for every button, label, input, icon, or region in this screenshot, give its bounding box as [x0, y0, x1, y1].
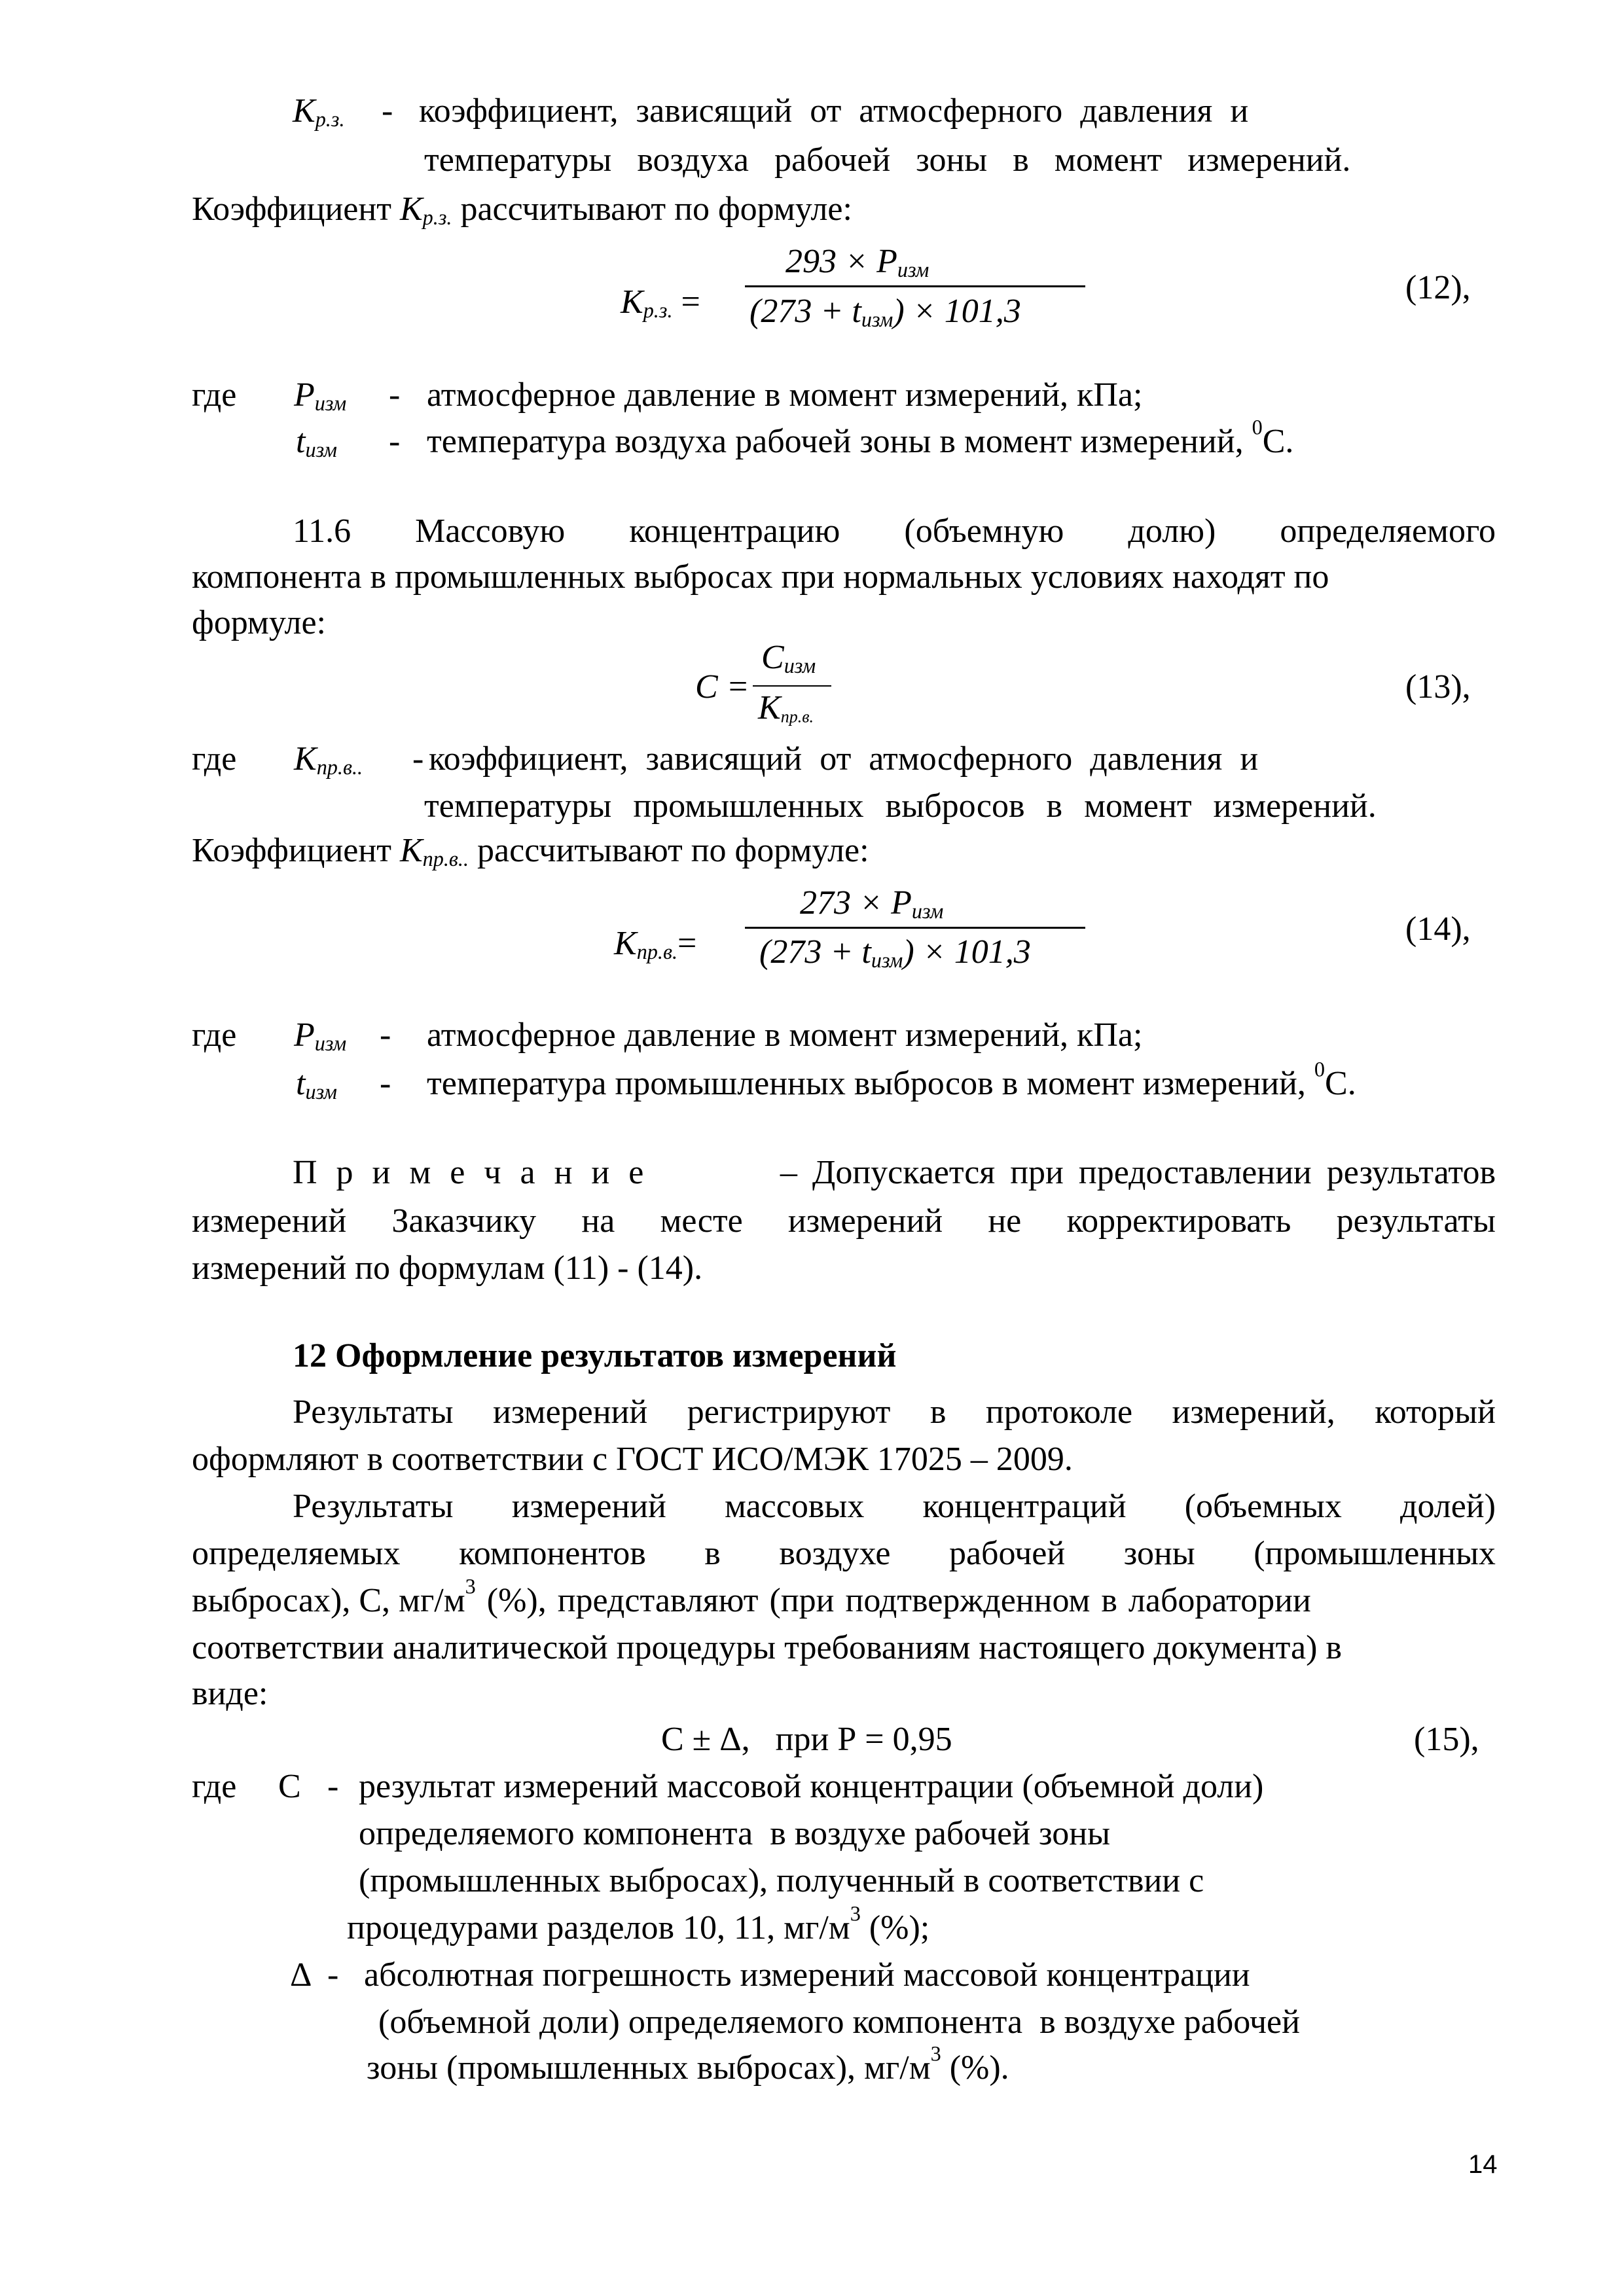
section12-p2-line1 — [293, 1487, 1496, 1526]
formula12-lhs-sub: р.з. — [643, 298, 673, 323]
formula14-lhs — [614, 924, 696, 963]
s116-w5: определяемого — [1280, 512, 1496, 550]
s12p2l3-sup: 3 — [465, 1574, 476, 1598]
formula14-numerator — [800, 884, 943, 922]
where3-c-line4-sup: 3 — [850, 1901, 861, 1926]
section12-p1-line2: оформляют в соответствии с ГОСТ ИСО/МЭК 17025 – 2009. — [192, 1441, 1073, 1478]
where2-t-symbol — [296, 1064, 337, 1103]
where3-c-line4-a: процедурами разделов 10, 11, мг/м — [347, 1909, 850, 1946]
formula13-number: (13), — [1405, 668, 1471, 706]
where1-p-sub: изм — [314, 391, 347, 416]
where3-delta-line3-b: (%). — [941, 2049, 1009, 2087]
section12-p1-line1 — [293, 1393, 1496, 1431]
formula12-den-text-b: ) × 101,3 — [893, 293, 1021, 330]
s12p2l2-w4: рабочей — [948, 1535, 1066, 1572]
where1-t-degree: 0 — [1252, 415, 1263, 439]
where3-delta-line3-a: зоны (промышленных выбросах), мг/м — [367, 2049, 931, 2087]
formula12-denominator — [749, 292, 1021, 331]
where2-gde: где — [192, 1016, 237, 1054]
where3-c-line1: результат измерений массовой концентрации (объемной доли) — [359, 1768, 1264, 1805]
where3-c-dash: - — [327, 1768, 339, 1805]
s12p2-w5: долей) — [1399, 1488, 1496, 1525]
note-w7: результаты — [1336, 1202, 1496, 1240]
s116-w0: 11.6 — [293, 512, 352, 550]
note-line1-rest: – Допускается при предоставлении результатов — [780, 1154, 1496, 1191]
s12p2-w3: концентраций — [922, 1488, 1127, 1525]
note-w1: Заказчику — [391, 1202, 537, 1240]
formula12-number: (12), — [1405, 269, 1471, 306]
formula13-lhs: C = — [695, 668, 749, 706]
note-w3: месте — [660, 1202, 743, 1240]
k-prv-desc-line1: коэффициент, зависящий от атмосферного давления и — [429, 740, 1259, 778]
formula12-num-sub: изм — [897, 258, 929, 282]
k-rz-desc-line2: температуры воздуха рабочей зоны в момент измерений. — [424, 141, 1351, 179]
s12p1-w3: в — [929, 1393, 947, 1431]
formula12-lhs-letter: K — [621, 283, 643, 321]
formula14-den-text-b: ) × 101,3 — [903, 933, 1031, 971]
k-rz-symbol-letter: K — [293, 92, 316, 130]
k-prv-calc-letter: K — [399, 832, 423, 869]
formula13-den-sub: пр.в. — [780, 707, 814, 726]
k-rz-calc-sub: р.з. — [422, 206, 452, 230]
k-rz-calc-line — [192, 190, 852, 228]
where1-gde: где — [192, 376, 237, 414]
where3-delta-dash: - — [327, 1956, 339, 1994]
where2-t-degree: 0 — [1314, 1057, 1326, 1081]
s12p2-w4: (объемных — [1184, 1488, 1342, 1525]
s12p2l2-w0: определяемых — [192, 1535, 401, 1572]
formula14-lhs-sub: пр.в. — [636, 940, 678, 964]
where1-t-sub: изм — [305, 438, 337, 462]
formula14-denominator — [759, 933, 1031, 971]
s12p2l2-w2: в — [704, 1535, 721, 1572]
k-rz-dash: - — [382, 92, 393, 130]
section11-6-line2: компонента в промышленных выбросах при нормальных условиях находят по — [192, 558, 1329, 596]
where1-t-symbol — [296, 422, 337, 461]
formula13-num-sub: изм — [784, 654, 816, 678]
s12p2-w1: измерений — [511, 1488, 666, 1525]
where2-p-sub: изм — [314, 1031, 347, 1056]
k-prv-gde: где — [192, 740, 237, 778]
k-rz-calc-letter: K — [399, 190, 423, 228]
k-prv-calc-prefix: Коэффициент — [192, 832, 391, 869]
note-w4: измерений — [787, 1202, 943, 1240]
k-prv-sub: пр.в.. — [316, 755, 363, 780]
where2-t-letter: t — [296, 1065, 306, 1102]
s12p1-w0: Результаты — [293, 1393, 454, 1431]
section12-heading: 12 Оформление результатов измерений — [293, 1337, 897, 1374]
s12p1-w2: регистрируют — [687, 1393, 891, 1431]
k-rz-symbol — [293, 92, 345, 130]
k-prv-calc-symbol — [400, 832, 469, 869]
section12-p2-line2 — [192, 1534, 1496, 1573]
s116-w4: долю) — [1128, 512, 1216, 550]
formula12-numerator — [785, 242, 929, 281]
where2-t-desc — [427, 1057, 1356, 1103]
k-prv-calc-suffix: рассчитывают по формуле: — [477, 832, 869, 869]
where3-delta-line3-sup: 3 — [930, 2041, 941, 2066]
where1-t-unit: С. — [1262, 423, 1294, 460]
s116-w3: (объемную — [904, 512, 1064, 550]
where1-t-dash: - — [389, 423, 401, 460]
page-number: 14 — [1468, 2150, 1498, 2179]
where1-t-desc-text: температура воздуха рабочей зоны в момент измерений, — [427, 423, 1252, 460]
where1-p-symbol — [294, 376, 346, 414]
formula15-expr: С ± Δ, при Р = 0,95 — [661, 1721, 952, 1758]
section12-p2-line4: соответствии аналитической процедуры требованиям настоящего документа) в — [192, 1629, 1342, 1666]
k-prv-desc-line2: температуры промышленных выбросов в момент измерений. — [424, 787, 1377, 825]
s12p2-w2: массовых — [725, 1488, 865, 1525]
s12p1-w6: который — [1375, 1393, 1496, 1431]
where2-t-sub: изм — [305, 1080, 337, 1104]
where3-delta-line2: (объемной доли) определяемого компонента в воздухе рабочей — [378, 2003, 1300, 2041]
s12p2l2-w5: зоны — [1123, 1535, 1195, 1572]
formula12-den-sub: изм — [861, 308, 893, 332]
where3-delta-symbol: Δ — [290, 1956, 312, 1994]
k-prv-calc-line — [192, 831, 869, 870]
section11-6-line1 — [293, 512, 1496, 550]
note-line3: измерений по формулам (11) - (14). — [192, 1249, 703, 1287]
formula12-fraction-bar — [745, 285, 1085, 287]
formula13-numerator — [761, 638, 816, 677]
formula14-fraction-bar — [745, 927, 1085, 929]
section12-p2-line5: виде: — [192, 1675, 268, 1712]
note-line1 — [293, 1153, 1496, 1192]
formula14-den-text-a: (273 + t — [759, 933, 871, 971]
where1-p-letter: P — [294, 376, 315, 414]
where3-c-symbol: С — [278, 1768, 301, 1805]
note-w5: не — [988, 1202, 1022, 1240]
s116-w2: концентрацию — [629, 512, 840, 550]
s12p2-w0: Результаты — [293, 1488, 454, 1525]
formula12-den-text-a: (273 + t — [749, 293, 861, 330]
section11-6-line3: формуле: — [192, 604, 327, 641]
formula13-denominator — [758, 689, 814, 727]
k-rz-desc-line1: коэффициент, зависящий от атмосферного давления и — [419, 92, 1249, 130]
note-w6: корректировать — [1066, 1202, 1291, 1240]
s12p2l3-a: выбросах), С, мг/м — [192, 1582, 465, 1619]
where2-p-dash: - — [380, 1016, 391, 1054]
where2-p-letter: P — [294, 1016, 315, 1054]
k-prv-dash: - — [412, 740, 424, 778]
s12p2l2-w3: воздухе — [779, 1535, 891, 1572]
where2-t-desc-text: температура промышленных выбросов в момент измерений, — [427, 1065, 1314, 1102]
where1-t-desc — [427, 415, 1294, 461]
formula13-den-letter: K — [758, 689, 781, 726]
formula12-lhs — [621, 283, 700, 321]
s12p2l2-w1: компонентов — [459, 1535, 646, 1572]
where1-p-desc: атмосферное давление в момент измерений, кПа; — [427, 376, 1143, 414]
note-w0: измерений — [192, 1202, 347, 1240]
k-rz-calc-symbol — [400, 190, 452, 228]
where3-c-line2: определяемого компонента в воздухе рабочей зоны — [359, 1815, 1111, 1852]
where3-c-line3: (промышленных выбросах), полученный в соответствии с — [359, 1862, 1204, 1899]
where2-t-unit: С. — [1325, 1065, 1356, 1102]
k-prv-letter: K — [294, 740, 317, 778]
formula15-number: (15), — [1414, 1721, 1479, 1758]
k-rz-calc-suffix: рассчитывают по формуле: — [460, 190, 852, 228]
k-prv-symbol — [294, 740, 363, 778]
note-w2: на — [581, 1202, 615, 1240]
formula13-fraction-bar — [753, 685, 831, 687]
where2-p-desc: атмосферное давление в момент измерений, кПа; — [427, 1016, 1143, 1054]
note-label: П р и м е ч а н и е — [293, 1154, 649, 1191]
where2-t-dash: - — [380, 1065, 391, 1102]
formula14-number: (14), — [1405, 910, 1471, 948]
s12p2l2-w6: (промышленных — [1254, 1535, 1496, 1572]
where3-delta-line3 — [367, 2041, 1009, 2087]
where2-p-symbol — [294, 1016, 346, 1054]
where3-delta-line1: абсолютная погрешность измерений массовой концентрации — [364, 1956, 1250, 1994]
where3-c-line4-b: (%); — [860, 1909, 930, 1946]
s12p1-w1: измерений — [493, 1393, 648, 1431]
formula14-num-text: 273 × P — [800, 884, 912, 922]
s12p2l3-b: (%), представляют (при подтвержденном в лаборатории — [475, 1582, 1311, 1619]
formula13-num-letter: C — [761, 639, 784, 676]
where3-c-line4 — [347, 1901, 930, 1947]
formula14-den-sub: изм — [871, 948, 903, 973]
k-rz-symbol-sub: р.з. — [315, 107, 345, 132]
formula12-eq: = — [681, 283, 700, 321]
where1-p-dash: - — [389, 376, 401, 414]
section12-p2-line3 — [192, 1574, 1311, 1620]
s12p1-w5: измерений, — [1172, 1393, 1335, 1431]
formula12-num-text: 293 × P — [785, 243, 897, 280]
formula14-lhs-letter: K — [614, 925, 637, 962]
note-line2 — [192, 1202, 1496, 1240]
k-prv-calc-sub: пр.в.. — [422, 847, 469, 871]
s12p1-w4: протоколе — [985, 1393, 1133, 1431]
formula14-eq: = — [677, 925, 697, 962]
where1-t-letter: t — [296, 423, 306, 460]
where3-gde: где — [192, 1768, 237, 1805]
formula14-num-sub: изм — [911, 899, 944, 924]
s116-w1: Массовую — [415, 512, 566, 550]
k-rz-calc-prefix: Коэффициент — [192, 190, 391, 228]
